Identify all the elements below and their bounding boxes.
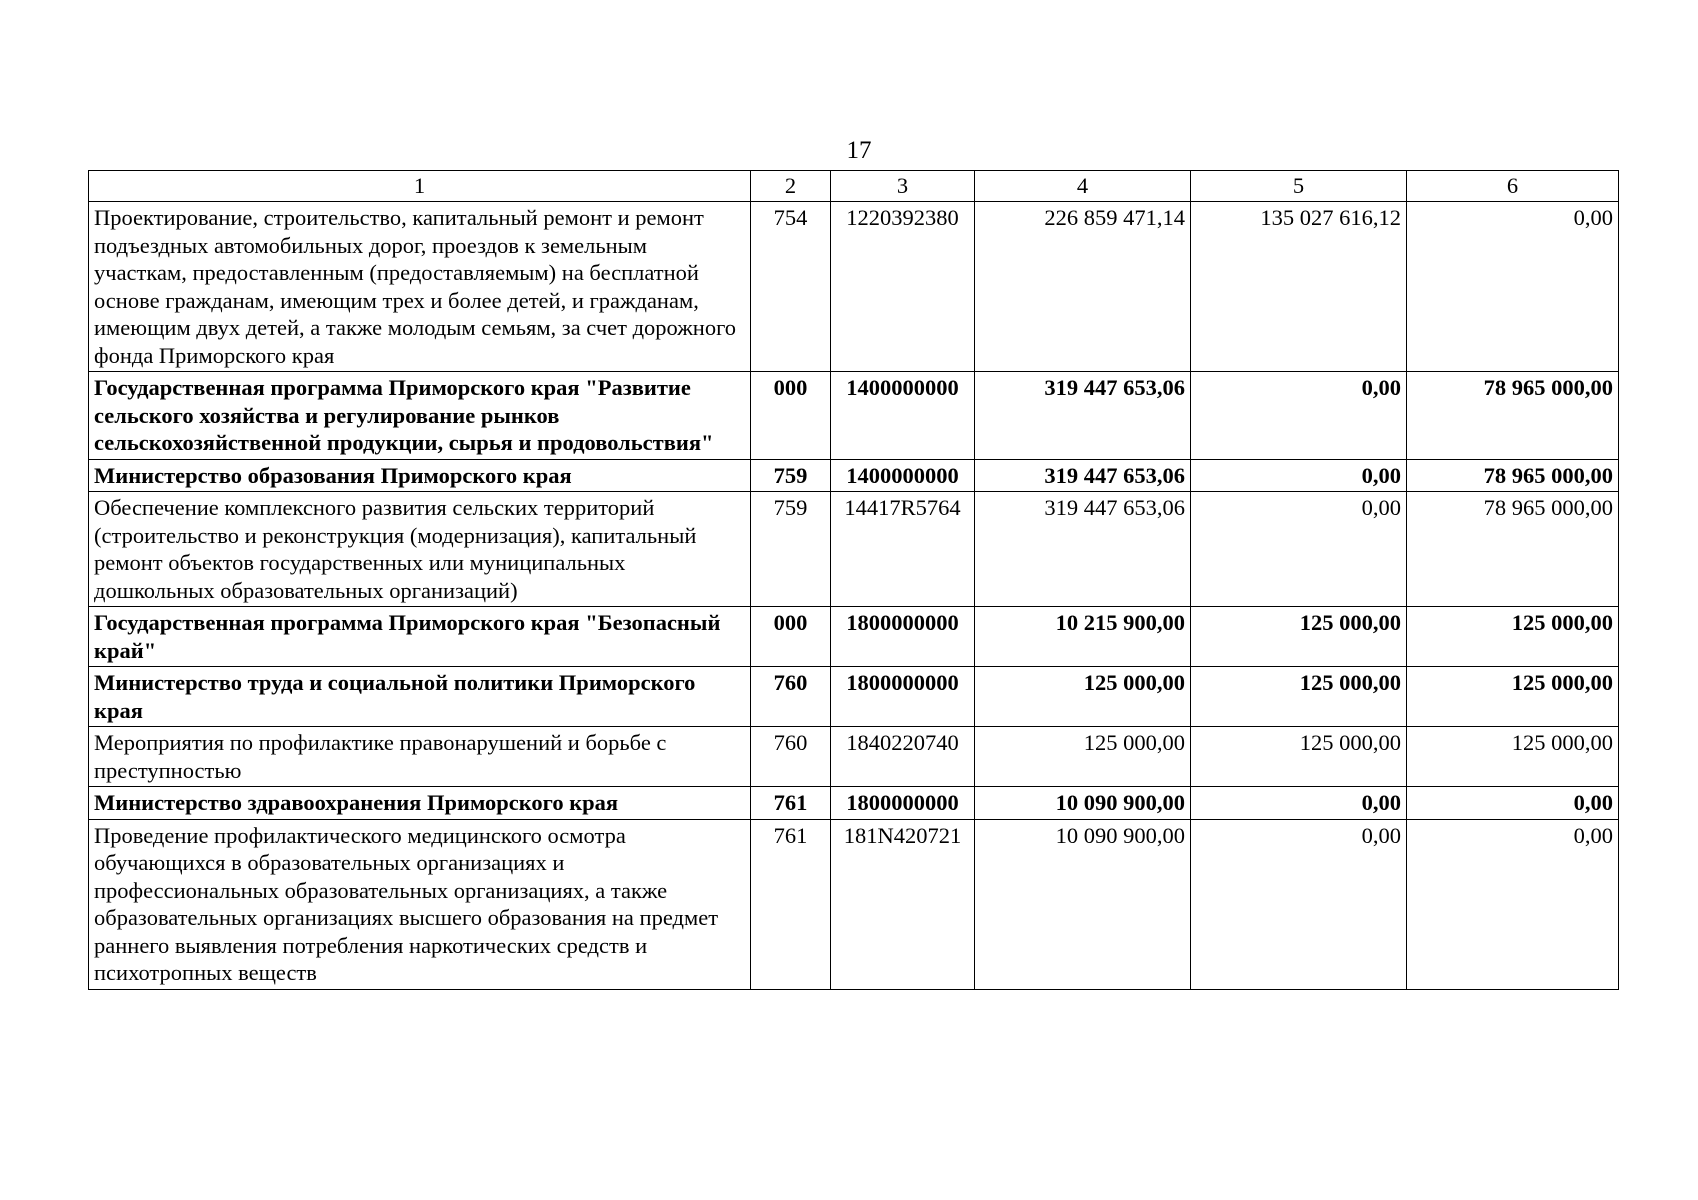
row-value-4: 319 447 653,06 — [975, 459, 1191, 492]
row-code: 759 — [751, 459, 831, 492]
row-value-6: 0,00 — [1407, 202, 1619, 372]
row-code: 761 — [751, 787, 831, 820]
row-value-6: 0,00 — [1407, 787, 1619, 820]
row-value-4: 125 000,00 — [975, 667, 1191, 727]
column-header: 4 — [975, 171, 1191, 202]
row-value-4: 10 215 900,00 — [975, 607, 1191, 667]
row-value-5: 0,00 — [1191, 372, 1407, 460]
row-value-5: 125 000,00 — [1191, 607, 1407, 667]
row-value-6: 0,00 — [1407, 819, 1619, 989]
row-code: 759 — [751, 492, 831, 607]
row-code: 760 — [751, 667, 831, 727]
row-value-4: 319 447 653,06 — [975, 492, 1191, 607]
row-csr: 1800000000 — [831, 667, 975, 727]
row-code: 760 — [751, 727, 831, 787]
row-value-6: 125 000,00 — [1407, 727, 1619, 787]
table-row — [89, 459, 1619, 492]
column-header: 3 — [831, 171, 975, 202]
budget-table — [88, 170, 1619, 990]
row-code: 000 — [751, 372, 831, 460]
row-csr: 1400000000 — [831, 459, 975, 492]
row-name: Проектирование, строительство, капитальный ремонт и ремонт подъездных автомобильных дорог, проездов к земельным участкам, предоставленным (предоставляемым) на бесплатной основе гражданам, имеющим трех и более детей, и гражданам, имеющим двух детей, а также молодым семьям, за счет дорожного фонда Приморского края — [89, 202, 751, 372]
row-value-4: 10 090 900,00 — [975, 819, 1191, 989]
row-csr: 14417R5764 — [831, 492, 975, 607]
row-value-4: 10 090 900,00 — [975, 787, 1191, 820]
table-header-row — [89, 171, 1619, 202]
row-value-6: 78 965 000,00 — [1407, 492, 1619, 607]
column-header: 2 — [751, 171, 831, 202]
row-value-6: 78 965 000,00 — [1407, 459, 1619, 492]
page-number: 17 — [846, 137, 872, 164]
row-code: 754 — [751, 202, 831, 372]
table-row — [89, 819, 1619, 989]
row-value-6: 125 000,00 — [1407, 667, 1619, 727]
row-name: Министерство труда и социальной политики Приморского края — [89, 667, 751, 727]
row-name: Обеспечение комплексного развития сельских территорий (строительство и реконструкция (модернизация), капитальный ремонт объектов государственных или муниципальных дошкольных образовательных организаций) — [89, 492, 751, 607]
row-csr: 1840220740 — [831, 727, 975, 787]
row-csr: 181N420721 — [831, 819, 975, 989]
row-value-6: 78 965 000,00 — [1407, 372, 1619, 460]
row-value-6: 125 000,00 — [1407, 607, 1619, 667]
table-row — [89, 607, 1619, 667]
row-code: 761 — [751, 819, 831, 989]
row-value-5: 0,00 — [1191, 492, 1407, 607]
row-value-5: 0,00 — [1191, 459, 1407, 492]
table-row — [89, 492, 1619, 607]
row-name: Министерство образования Приморского края — [89, 459, 751, 492]
column-header: 6 — [1407, 171, 1619, 202]
table-row — [89, 372, 1619, 460]
row-value-5: 125 000,00 — [1191, 727, 1407, 787]
table-row — [89, 667, 1619, 727]
row-name: Проведение профилактического медицинского осмотра обучающихся в образовательных организациях и профессиональных образовательных организациях, а также образовательных организациях высшего образования на предмет раннего выявления потребления наркотических средств и психотропных веществ — [89, 819, 751, 989]
row-code: 000 — [751, 607, 831, 667]
row-name: Министерство здравоохранения Приморского края — [89, 787, 751, 820]
row-name: Государственная программа Приморского края "Развитие сельского хозяйства и регулирование рынков сельскохозяйственной продукции, сырья и продовольствия" — [89, 372, 751, 460]
row-value-5: 0,00 — [1191, 819, 1407, 989]
column-header: 5 — [1191, 171, 1407, 202]
row-value-5: 0,00 — [1191, 787, 1407, 820]
row-name: Государственная программа Приморского края "Безопасный край" — [89, 607, 751, 667]
row-csr: 1800000000 — [831, 607, 975, 667]
row-value-5: 125 000,00 — [1191, 667, 1407, 727]
column-header: 1 — [89, 171, 751, 202]
table-row — [89, 202, 1619, 372]
row-csr: 1800000000 — [831, 787, 975, 820]
table-row — [89, 727, 1619, 787]
row-value-4: 226 859 471,14 — [975, 202, 1191, 372]
row-csr: 1220392380 — [831, 202, 975, 372]
row-csr: 1400000000 — [831, 372, 975, 460]
row-value-5: 135 027 616,12 — [1191, 202, 1407, 372]
row-name: Мероприятия по профилактике правонарушений и борьбе с преступностью — [89, 727, 751, 787]
table-row — [89, 787, 1619, 820]
row-value-4: 125 000,00 — [975, 727, 1191, 787]
row-value-4: 319 447 653,06 — [975, 372, 1191, 460]
